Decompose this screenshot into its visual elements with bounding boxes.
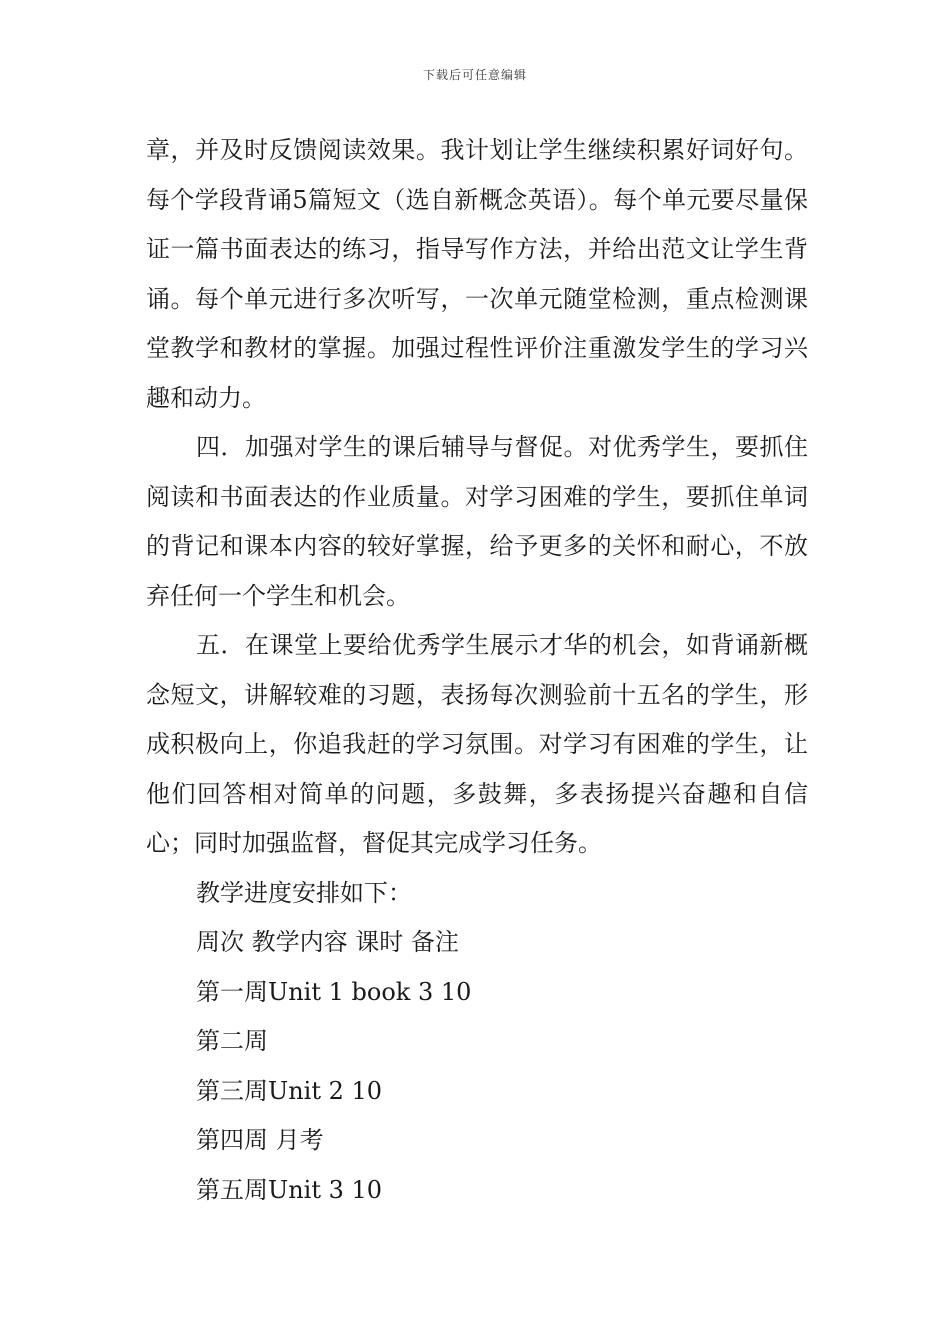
schedule-row-week-5: 第五周Unit 3 10: [196, 1175, 383, 1204]
schedule-row-week-2: 第二周: [196, 1027, 268, 1055]
document-body: [146, 126, 808, 1215]
page-header: 下载后可任意编辑: [422, 68, 527, 82]
schedule-row-week-4: 第四周 月考: [196, 1126, 324, 1154]
schedule-header: 周次 教学内容 课时 备注: [196, 928, 459, 956]
paragraph-section-four: 四．加强对学生的课后辅导与督促。对优秀学生，要抓住阅读和书面表达的作业质量。对学习困难的学生，要抓住单词的背记和课本内容的较好掌握，给予更多的关怀和耐心，不放弃任何一个学生和机会。: [146, 433, 808, 610]
paragraph-continuation: 章，并及时反馈阅读效果。我计划让学生继续积累好词好句。每个学段背诵5篇短文（选自新概念英语）。每个单元要尽量保证一篇书面表达的练习，指导写作方法，并给出范文让学生背诵。每个单元进行多次听写，一次单元随堂检测，重点检测课堂教学和教材的掌握。加强过程性评价注重激发学生的学习兴趣和动力。: [146, 136, 808, 412]
schedule-row-week-1: 第一周Unit 1 book 3 10: [196, 977, 472, 1006]
paragraph-section-five: 五．在课堂上要给优秀学生展示才华的机会，如背诵新概念短文，讲解较难的习题，表扬每次测验前十五名的学生，形成积极向上，你追我赶的学习氛围。对学习有困难的学生，让他们回答相对简单的问题，多鼓舞，多表扬提兴奋趣和自信心；同时加强监督，督促其完成学习任务。: [146, 631, 808, 857]
schedule-row-week-3: 第三周Unit 2 10: [196, 1076, 383, 1105]
schedule-intro: 教学进度安排如下：: [196, 878, 412, 907]
